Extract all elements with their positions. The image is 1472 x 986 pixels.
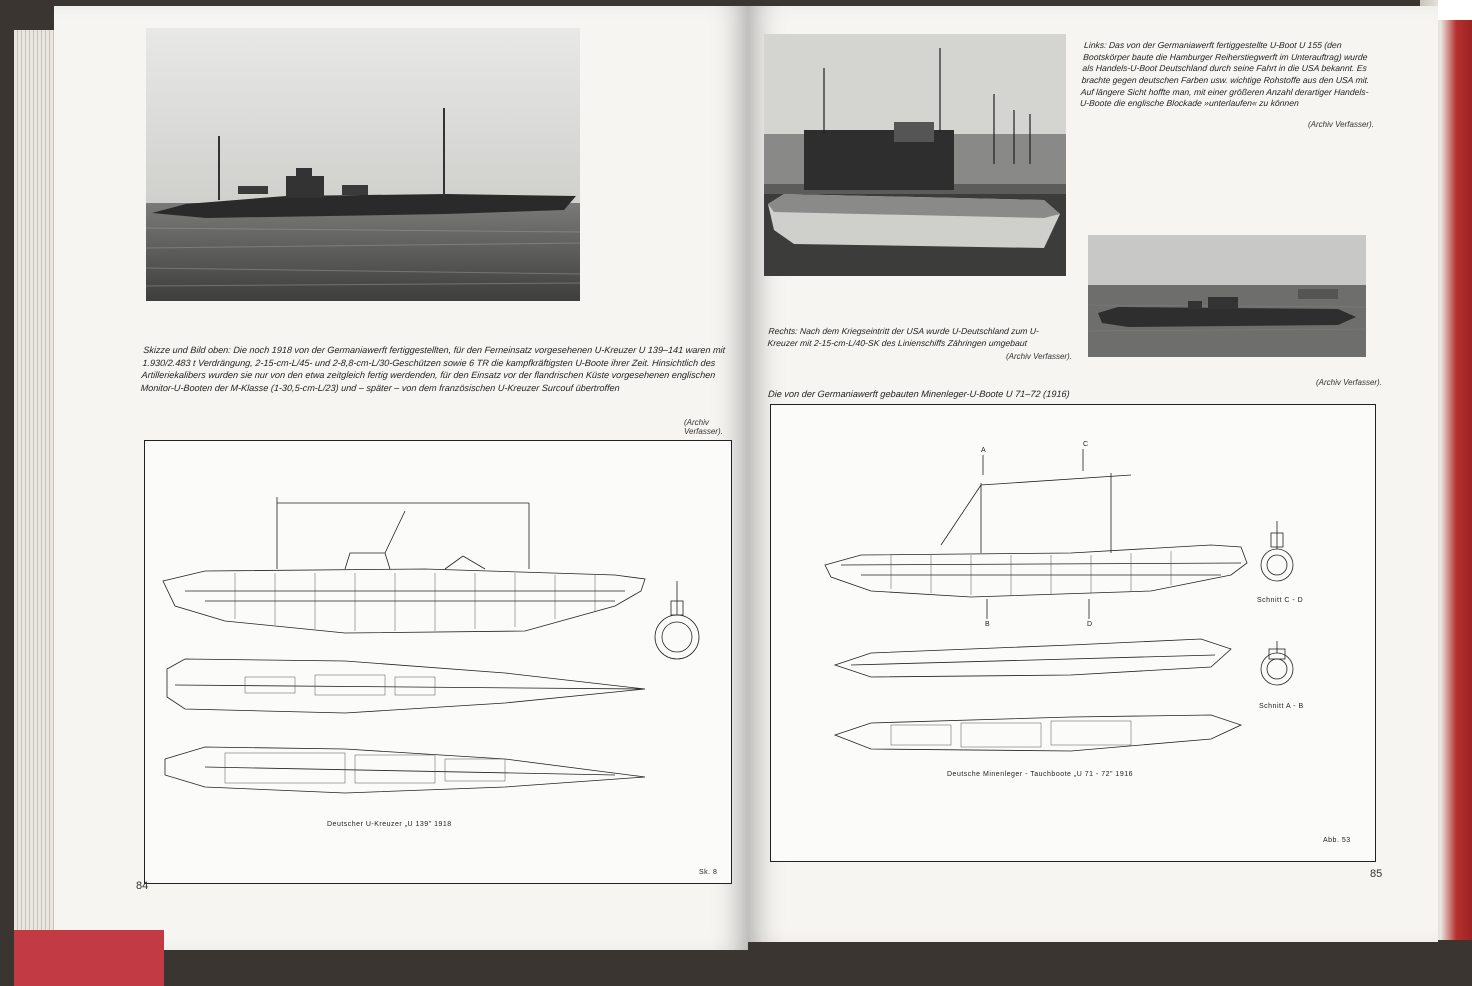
page-edge-stack xyxy=(14,30,54,930)
uboat-u139-photo xyxy=(146,28,580,301)
marker-d: D xyxy=(1087,621,1093,628)
u-kreuzer-conversion-photo xyxy=(1088,235,1366,357)
u71-drawing-ref: Abb. 53 xyxy=(1323,837,1351,844)
section-c-d-label: Schnitt C - D xyxy=(1257,597,1304,604)
left-photo-caption xyxy=(140,344,744,394)
right-drawing-caption-text: Die von der Germaniawerft gebauten Minenleger-U-Boote U 71–72 (1916) xyxy=(767,389,1071,399)
u139-technical-drawing xyxy=(144,440,732,884)
right-top-caption-credit: (Archiv Verfasser). xyxy=(1308,120,1374,129)
u139-drawing-title: Deutscher U-Kreuzer „U 139" 1918 xyxy=(327,821,452,828)
u71-drawing-title: Deutsche Minenleger - Tauchboote „U 71 - 72" 1916 xyxy=(947,771,1134,778)
right-page-number: 85 xyxy=(1370,868,1383,880)
marker-a: A xyxy=(981,447,987,454)
marker-b: B xyxy=(985,621,991,628)
left-caption-credit: (Archiv Verfasser). xyxy=(684,418,723,436)
right-middle-caption xyxy=(767,326,1069,349)
section-a-b-label: Schnitt A - B xyxy=(1259,703,1304,710)
left-page-number: 84 xyxy=(136,880,149,892)
right-photo-credit: (Archiv Verfasser). xyxy=(1316,378,1382,387)
right-middle-caption-text: Rechts: Nach dem Kriegseintritt der USA wurde U-Deutschland zum U-Kreuzer mit 2-15-cm-L/40-SK des Linienschiffs Zähringen umgebaut xyxy=(767,326,1040,348)
right-page xyxy=(748,6,1438,942)
u139-drawing-ref: Sk. 8 xyxy=(699,869,718,876)
background-corner xyxy=(1438,0,1472,20)
red-sticker-corner xyxy=(14,930,164,986)
right-top-caption xyxy=(1080,40,1375,110)
right-middle-caption-credit: (Archiv Verfasser). xyxy=(1006,352,1072,361)
right-top-caption-text: Links: Das von der Germaniawerft fertiggestellte U-Boot U 155 (den Bootskörper baute die Hamburger Reiherstiegwerft im Unterauftrag) wurde als Handels-U-Boot Deutschland durch seine Fahrt in die USA bekannt. Es brachte gegen deutschen Farben usw. wichtige Rohstoffe aus den USA mit. Auf längere Sicht hoffte man, mit einer größeren Anzahl derartiger Handels-U-Boote die englische Blockade »unterlaufen« zu können xyxy=(1079,40,1370,109)
right-drawing-caption xyxy=(768,388,1189,401)
uboot-deutschland-photo xyxy=(764,34,1066,276)
u71-technical-drawing xyxy=(770,404,1376,862)
marker-c: C xyxy=(1083,441,1089,448)
left-page xyxy=(54,6,748,950)
left-caption-text: Skizze und Bild oben: Die noch 1918 von der Germaniawerft fertiggestellten, für den Ferneinsatz vorgesehenen U-Kreuzer U 139–141 waren mit 1.930/2.483 t Verdrängung, 2-15-cm-L/45- und 2-8,8-cm-L/30-Geschützen sowie 6 TR die kampfkräftigsten U-Boote ihrer Zeit. Hinsichtlich des Artilleriekalibers wurden sie nur von den etwa zeitgleich fertig werdenden, für den Einsatz vor der flandrischen Küste vorgesehenen englischen Monitor-U-Booten der M-Klasse (1-30,5-cm-L/23) und – später – von dem französischen U-Kreuzer Surcouf übertroffen xyxy=(140,345,726,393)
